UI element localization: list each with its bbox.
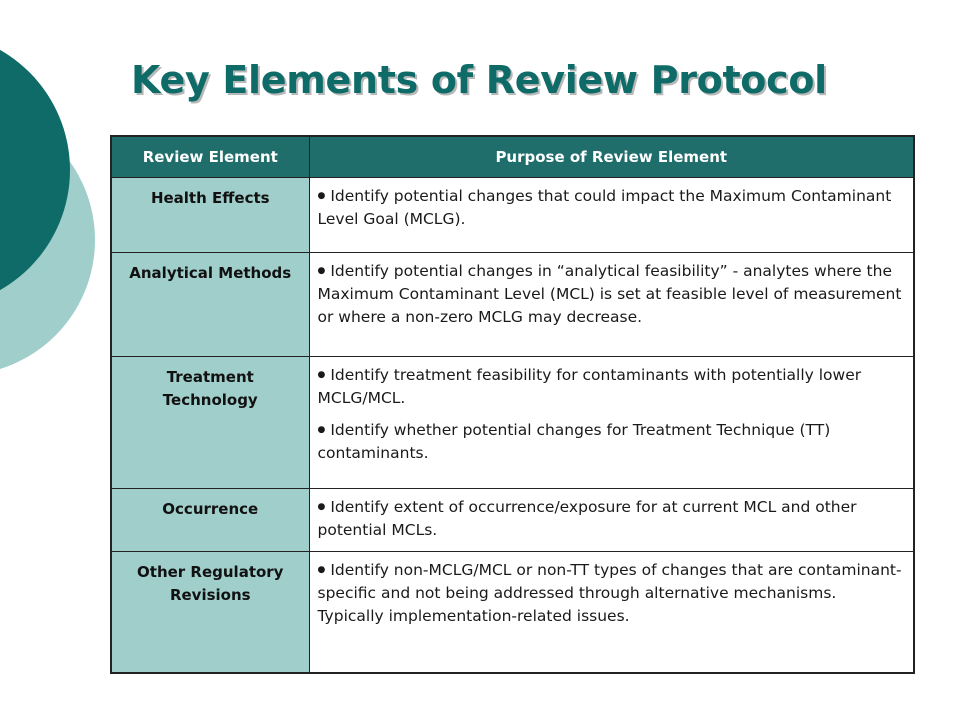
purpose-text: Identify potential changes in “analytical feasibility” - analytes where the Maximum Contaminant Level (MCL) is set at feasible level of measurement or where a non-zero MCLG may decrease. <box>317 262 902 326</box>
header-purpose: Purpose of Review Element <box>309 136 914 178</box>
bullet-icon: ● <box>317 191 326 201</box>
purpose-text: Identify non-MCLG/MCL or non-TT types of changes that are contaminant-specific and not being addressed through alternative mechanisms. Typically implementation-related issues. <box>317 561 902 625</box>
table-header-row <box>111 136 914 178</box>
table-row <box>111 253 914 357</box>
purpose-text: Identify treatment feasibility for contaminants with potentially lower MCLG/MCL. <box>317 366 862 407</box>
purpose-bullet <box>318 419 904 465</box>
purpose-text: Identify potential changes that could impact the Maximum Contaminant Level Goal (MCLG). <box>317 187 892 228</box>
purpose-cell <box>309 253 914 357</box>
bullet-icon: ● <box>317 425 326 435</box>
purpose-bullet <box>318 185 904 231</box>
table-row <box>111 178 914 253</box>
purpose-cell <box>309 178 914 253</box>
purpose-cell <box>309 489 914 552</box>
purpose-bullet <box>318 260 904 329</box>
bullet-icon: ● <box>317 565 326 575</box>
element-cell: Treatment Technology <box>111 357 309 489</box>
bullet-icon: ● <box>317 370 326 380</box>
bullet-icon: ● <box>317 502 326 512</box>
purpose-bullet <box>318 559 904 628</box>
header-review-element: Review Element <box>111 136 309 178</box>
purpose-cell <box>309 357 914 489</box>
table-row <box>111 552 914 673</box>
purpose-cell <box>309 552 914 673</box>
purpose-text: Identify whether potential changes for Treatment Technique (TT) contaminants. <box>317 421 831 462</box>
element-cell: Occurrence <box>111 489 309 552</box>
purpose-bullet <box>318 496 904 542</box>
page-title: Key Elements of Review Protocol <box>131 58 827 102</box>
table-row <box>111 357 914 489</box>
element-cell: Other Regulatory Revisions <box>111 552 309 673</box>
purpose-text: Identify extent of occurrence/exposure for at current MCL and other potential MCLs. <box>317 498 857 539</box>
bullet-icon: ● <box>317 266 326 276</box>
element-cell: Analytical Methods <box>111 253 309 357</box>
element-cell: Health Effects <box>111 178 309 253</box>
review-protocol-table <box>110 135 915 674</box>
purpose-bullet <box>318 364 904 410</box>
table-row <box>111 489 914 552</box>
